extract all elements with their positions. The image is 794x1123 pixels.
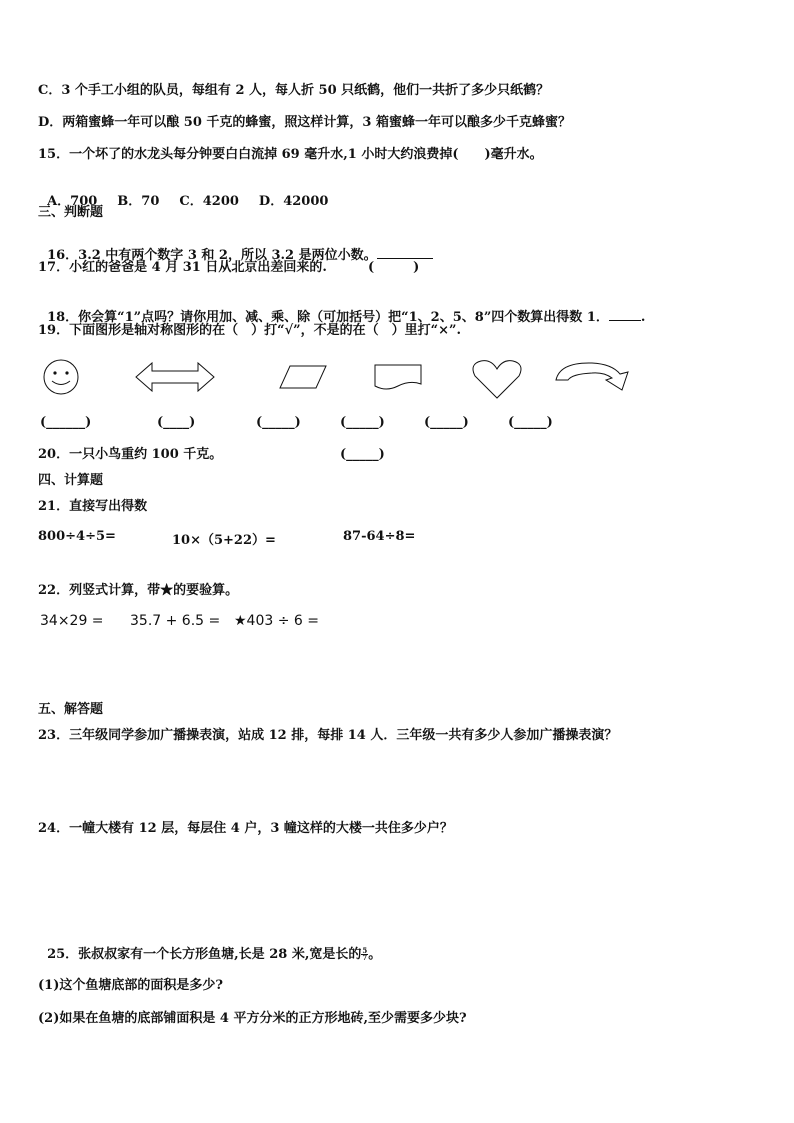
q25-part-1: (1)这个鱼塘底部的面积是多少? (38, 978, 223, 993)
q25-fraction-numerator: 5 (362, 946, 368, 955)
q22-item-1: 34×29 = (40, 613, 104, 629)
q16-answer-blank[interactable] (377, 246, 433, 259)
wavy-rectangle-figure (372, 362, 424, 392)
q19-paren-5[interactable]: (_____) (424, 415, 469, 430)
q22-item-3: ★403 ÷ 6 = (234, 613, 319, 629)
q25-question: 25．张叔叔家有一个长方形鱼塘,长是 28 米,宽是长的 (47, 947, 362, 962)
q19-question: 19．下面图形是轴对称图形的在（ ）打“√”，不是的在（ ）里打“×”. (38, 323, 461, 338)
q22-item-2: 35.7 + 6.5 = (130, 613, 221, 629)
q19-paren-6[interactable]: (_____) (508, 415, 553, 430)
q16-question: 16．3.2 中有两个数字 3 和 2，所以 3.2 是两位小数。 (47, 248, 377, 263)
q14-option-c: C．3 个手工小组的队员，每组有 2 人，每人折 50 只纸鹤，他们一共折了多少只纸鹤？ (38, 83, 550, 98)
q18-answer-blank[interactable] (609, 308, 641, 321)
section-4-heading: 四、计算题 (38, 473, 104, 488)
q25-part-2: (2)如果在鱼塘的底部铺面积是 4 平方分米的正方形地砖,至少需要多少块? (38, 1011, 467, 1026)
q15-option-b: B．70 (117, 194, 160, 209)
q15-option-a: A．700 (47, 194, 98, 209)
q20-question: 20．一只小鸟重约 100 千克。 (38, 447, 223, 462)
q18-row (38, 292, 645, 326)
q19-paren-3[interactable]: (_____) (256, 415, 301, 430)
q21-question: 21．直接写出得数 (38, 499, 148, 514)
q20-answer-paren[interactable]: (_____) (340, 447, 385, 462)
q17-answer-paren[interactable]: ( ) (368, 260, 420, 275)
q17-question: 17．小红的爸爸是 4 月 31 日从北京出差回来的. (38, 260, 327, 275)
q18-question: 18．你会算“1”点吗？请你用加、减、乘、除（可加括号）把“1、2、5、8”四个数算出得数 1． (47, 310, 609, 325)
q22-question: 22．列竖式计算，带★的要验算。 (38, 583, 239, 598)
curved-arrow-figure (554, 360, 632, 394)
smiley-face-figure (40, 358, 82, 396)
q25-end: 。 (368, 947, 382, 962)
q24-question: 24．一幢大楼有 12 层，每层住 4 户，3 幢这样的大楼一共住多少户？ (38, 821, 453, 836)
parallelogram-figure (278, 364, 328, 390)
double-arrow-figure (134, 360, 216, 394)
q14-option-d: D．两箱蜜蜂一年可以酿 50 千克的蜂蜜，照这样计算，3 箱蜜蜂一年可以酿多少千克蜂蜜？ (38, 115, 571, 130)
q15-option-c: C．4200 (179, 194, 239, 209)
q19-paren-2[interactable]: (____) (157, 415, 196, 430)
section-5-heading: 五、解答题 (38, 702, 104, 717)
q21-item-2: 10×（5+22）= (172, 533, 276, 548)
q19-paren-4[interactable]: (_____) (340, 415, 385, 430)
q21-item-3: 87-64÷8= (343, 529, 416, 544)
section-3-heading: 三、判断题 (38, 205, 104, 220)
q18-end: . (640, 310, 646, 325)
q15-question: 15．一个坏了的水龙头每分钟要白白流掉 69 毫升水,1 小时大约浪费掉( )毫升水。 (38, 147, 543, 162)
q21-item-1: 800÷4÷5= (38, 529, 116, 544)
q15-option-d: D．42000 (258, 194, 329, 209)
q25-fraction-denominator: 7 (362, 953, 368, 962)
q23-question: 23．三年级同学参加广播操表演，站成 12 排，每排 14 人．三年级一共有多少人参加广播操表演？ (38, 728, 618, 743)
heart-figure (471, 358, 523, 400)
q25-row (38, 931, 381, 963)
q16-row (38, 230, 433, 264)
q19-paren-1[interactable]: (______) (40, 415, 92, 430)
